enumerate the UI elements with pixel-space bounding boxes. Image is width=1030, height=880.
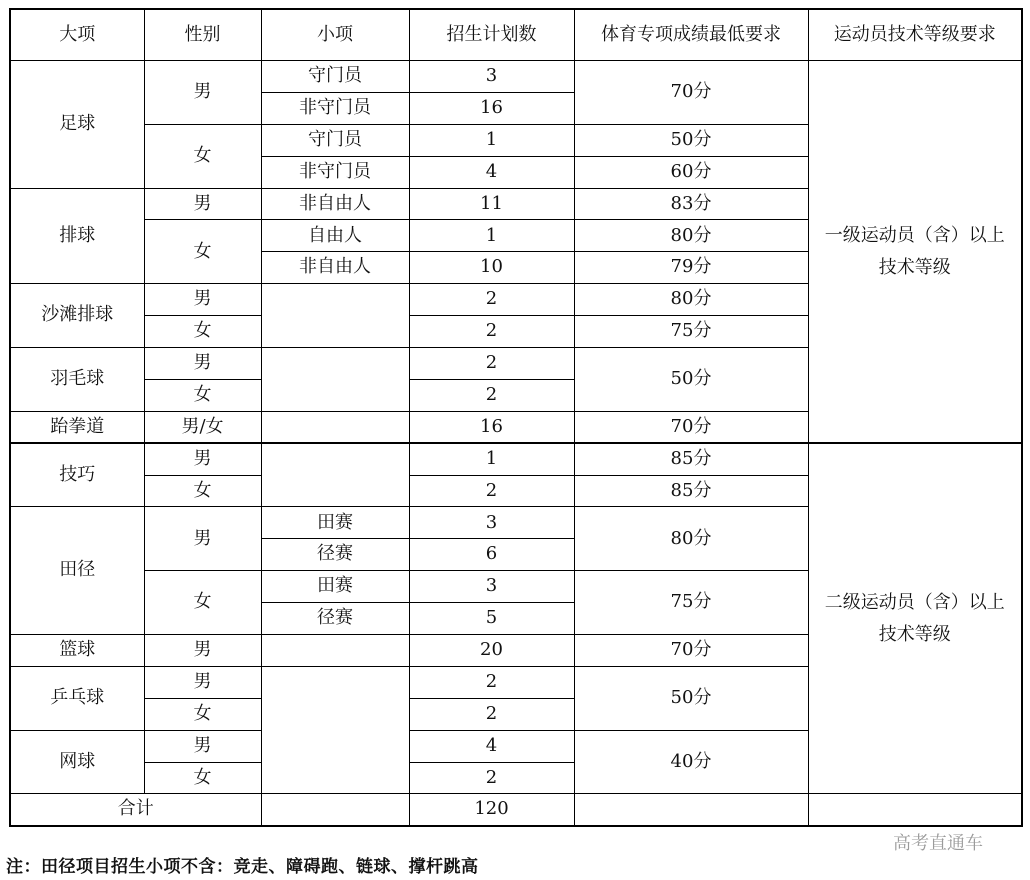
category-cell: 羽毛球 [10,348,144,412]
gender-cell: 女 [144,475,261,507]
min-score-cell: 85分 [574,443,808,475]
quota-cell: 3 [409,61,574,93]
athlete-level-text: 二级运动员（含）以上技术等级 [824,591,1005,645]
gender-cell: 男 [144,730,261,762]
min-score-cell: 75分 [574,571,808,635]
category-cell: 排球 [10,188,144,284]
total-quota: 120 [409,794,574,826]
gender-cell: 女 [144,379,261,411]
gender-cell: 女 [144,124,261,188]
table-row [10,443,1022,475]
athlete-level-cell [808,61,1022,444]
gender-cell: 男 [144,666,261,698]
gender-cell: 男/女 [144,411,261,443]
total-subitem-empty [261,794,409,826]
quota-cell: 3 [409,571,574,603]
watermark: 高考直通车 [893,833,983,854]
quota-cell: 11 [409,188,574,220]
table-header-row [10,9,1022,61]
quota-cell: 16 [409,411,574,443]
quota-cell: 10 [409,252,574,284]
total-level-empty [808,794,1022,826]
admission-quota-table [9,8,1023,827]
min-score-cell: 83分 [574,188,808,220]
min-score-cell: 70分 [574,61,808,125]
subitem-cell: 非自由人 [261,188,409,220]
subitem-cell-empty [261,348,409,412]
category-cell: 篮球 [10,635,144,667]
quota-cell: 6 [409,539,574,571]
min-score-cell: 60分 [574,156,808,188]
min-score-cell: 80分 [574,284,808,316]
athlete-level-cell [808,443,1022,794]
gender-cell: 男 [144,635,261,667]
quota-cell: 4 [409,730,574,762]
table-row [10,61,1022,93]
subitem-cell: 径赛 [261,539,409,571]
quota-cell: 16 [409,92,574,124]
min-score-cell: 79分 [574,252,808,284]
header-quota: 招生计划数 [409,9,574,61]
gender-cell: 女 [144,571,261,635]
subitem-cell: 自由人 [261,220,409,252]
min-score-cell: 70分 [574,635,808,667]
gender-cell: 女 [144,220,261,284]
gender-cell: 女 [144,316,261,348]
gender-cell: 男 [144,348,261,380]
athlete-level-text: 一级运动员（含）以上技术等级 [824,224,1005,278]
total-row [10,794,1022,826]
quota-cell: 20 [409,635,574,667]
min-score-cell: 50分 [574,348,808,412]
quota-cell: 5 [409,603,574,635]
quota-cell: 2 [409,666,574,698]
gender-cell: 女 [144,762,261,794]
gender-cell: 女 [144,698,261,730]
min-score-cell: 80分 [574,220,808,252]
subitem-cell-empty [261,666,409,794]
header-min-score: 体育专项成绩最低要求 [574,9,808,61]
gender-cell: 男 [144,443,261,475]
gender-cell: 男 [144,507,261,571]
subitem-cell: 田赛 [261,571,409,603]
total-min-score-empty [574,794,808,826]
min-score-cell: 85分 [574,475,808,507]
subitem-cell-empty [261,284,409,348]
quota-cell: 1 [409,220,574,252]
min-score-cell: 50分 [574,666,808,730]
category-cell: 跆拳道 [10,411,144,443]
category-cell: 网球 [10,730,144,794]
category-cell: 技巧 [10,443,144,507]
quota-cell: 2 [409,475,574,507]
quota-cell: 4 [409,156,574,188]
quota-cell: 1 [409,124,574,156]
footnote: 注：田径项目招生小项不含：竞走、障碍跑、链球、撑杆跳高 [6,857,479,877]
total-label: 合计 [10,794,261,826]
header-category: 大项 [10,9,144,61]
subitem-cell: 非守门员 [261,92,409,124]
gender-cell: 男 [144,284,261,316]
quota-cell: 2 [409,284,574,316]
category-cell: 沙滩排球 [10,284,144,348]
quota-cell: 2 [409,698,574,730]
subitem-cell: 田赛 [261,507,409,539]
subitem-cell: 守门员 [261,61,409,93]
subitem-cell-empty [261,411,409,443]
quota-cell: 1 [409,443,574,475]
min-score-cell: 80分 [574,507,808,571]
header-athlete-level: 运动员技术等级要求 [808,9,1022,61]
subitem-cell-empty [261,635,409,667]
category-cell: 足球 [10,61,144,189]
subitem-cell: 非守门员 [261,156,409,188]
min-score-cell: 70分 [574,411,808,443]
category-cell: 田径 [10,507,144,635]
min-score-cell: 40分 [574,730,808,794]
min-score-cell: 50分 [574,124,808,156]
quota-cell: 2 [409,762,574,794]
subitem-cell-empty [261,443,409,507]
header-subitem: 小项 [261,9,409,61]
min-score-cell: 75分 [574,316,808,348]
subitem-cell: 非自由人 [261,252,409,284]
gender-cell: 男 [144,188,261,220]
quota-cell: 2 [409,316,574,348]
subitem-cell: 径赛 [261,603,409,635]
subitem-cell: 守门员 [261,124,409,156]
quota-cell: 2 [409,348,574,380]
header-gender: 性别 [144,9,261,61]
gender-cell: 男 [144,61,261,125]
quota-cell: 3 [409,507,574,539]
quota-cell: 2 [409,379,574,411]
category-cell: 乒乓球 [10,666,144,730]
